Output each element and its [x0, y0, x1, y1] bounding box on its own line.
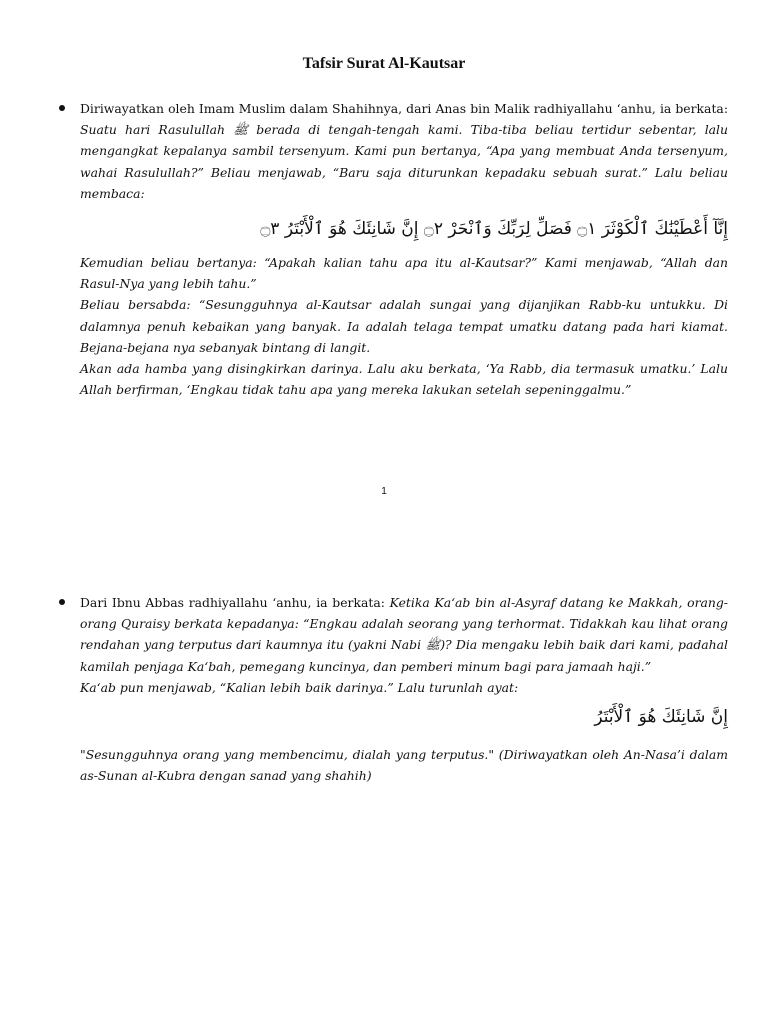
- paragraph-response: Ka‘ab pun menjawab, “Kalian lebih baik darinya.” Lalu turunlah ayat:: [80, 679, 519, 695]
- paragraph-lead: [80, 592, 728, 677]
- paragraph-translation: "Sesungguhnya orang yang membencimu, dialah yang terputus." (Diriwayatkan oleh An-Nasa’i dalam as-Sunan al-Kubra dengan sanad yang shahih): [80, 747, 728, 784]
- lead-italic-text: Suatu hari Rasulullah ﷺ berada di tengah-tengah kami. Tiba-tiba beliau tertidur sebentar, lalu mengangkat kepalanya sambil tersenyum. Kami pun bertanya, “Apa yang membuat Anda tersenyum, wahai Rasulullah?” Beliau menjawab, “Baru saja diturunkan kepadaku sebuah surat.” Lalu beliau membaca:: [80, 122, 728, 201]
- paragraph-answer: Beliau bersabda: “Sesungguhnya al-Kautsar adalah sungai yang dijanjikan Rabb-ku untukku. Di dalamnya penuh kebaikan yang banyak. Ia adalah telaga tempat umatku datang pada hari kiamat. Bejana-bejana nya sebanyak bintang di langit.: [80, 297, 728, 355]
- paragraph-lead: [80, 98, 728, 204]
- paragraph-closing: Akan ada hamba yang disingkirkan darinya. Lalu aku berkata, ‘Ya Rabb, dia termasuk umatku.’ Lalu Allah berfirman, ‘Engkau tidak tahu apa yang mereka lakukan setelah sepeninggalmu.”: [80, 361, 728, 398]
- bullet-icon: [59, 599, 65, 605]
- section-muslim-narration: [80, 98, 728, 400]
- arabic-verse-full: إِنَّآ أَعْطَيْنَٰكَ ٱلْكَوْثَرَ ۝١ فَصَلِّ لِرَبِّكَ وَٱنْحَرْ ۝٢ إِنَّ شَانِئَكَ هُوَ ٱلْأَبْتَرُ ۝٣: [260, 219, 728, 240]
- arabic-verse-single: إِنَّ شَانِئَكَ هُوَ ٱلْأَبْتَرُ: [594, 707, 728, 728]
- page-title: Tafsir Surat Al-Kautsar: [302, 55, 466, 72]
- lead-normal-text: Dari Ibnu Abbas radhiyallahu ‘anhu, ia berkata:: [80, 595, 385, 610]
- page-number: 1: [381, 486, 387, 497]
- paragraph-question: Kemudian beliau bertanya: “Apakah kalian tahu apa itu al-Kautsar?” Kami menjawab, “Allah dan Rasul-Nya yang lebih tahu.”: [80, 255, 728, 292]
- lead-italic-text: Ketika Ka‘ab bin al-Asyraf datang ke Makkah, orang-orang Quraisy berkata kepadanya: “Engkau adalah seorang yang terhormat. Tidakkah kau lihat orang rendahan yang terputus dari kaumnya itu (yakni Nabi ﷺ)? Dia mengaku lebih baik dari kami, padahal kamilah penjaga Ka‘bah, pemegang kuncinya, dan pemberi minum bagi para jamaah haji.”: [80, 595, 728, 674]
- section-ibnu-abbas-narration: [80, 592, 728, 786]
- lead-normal-text: Diriwayatkan oleh Imam Muslim dalam Shahihnya, dari Anas bin Malik radhiyallahu ‘anhu, ia berkata:: [80, 101, 728, 116]
- bullet-icon: [59, 105, 65, 111]
